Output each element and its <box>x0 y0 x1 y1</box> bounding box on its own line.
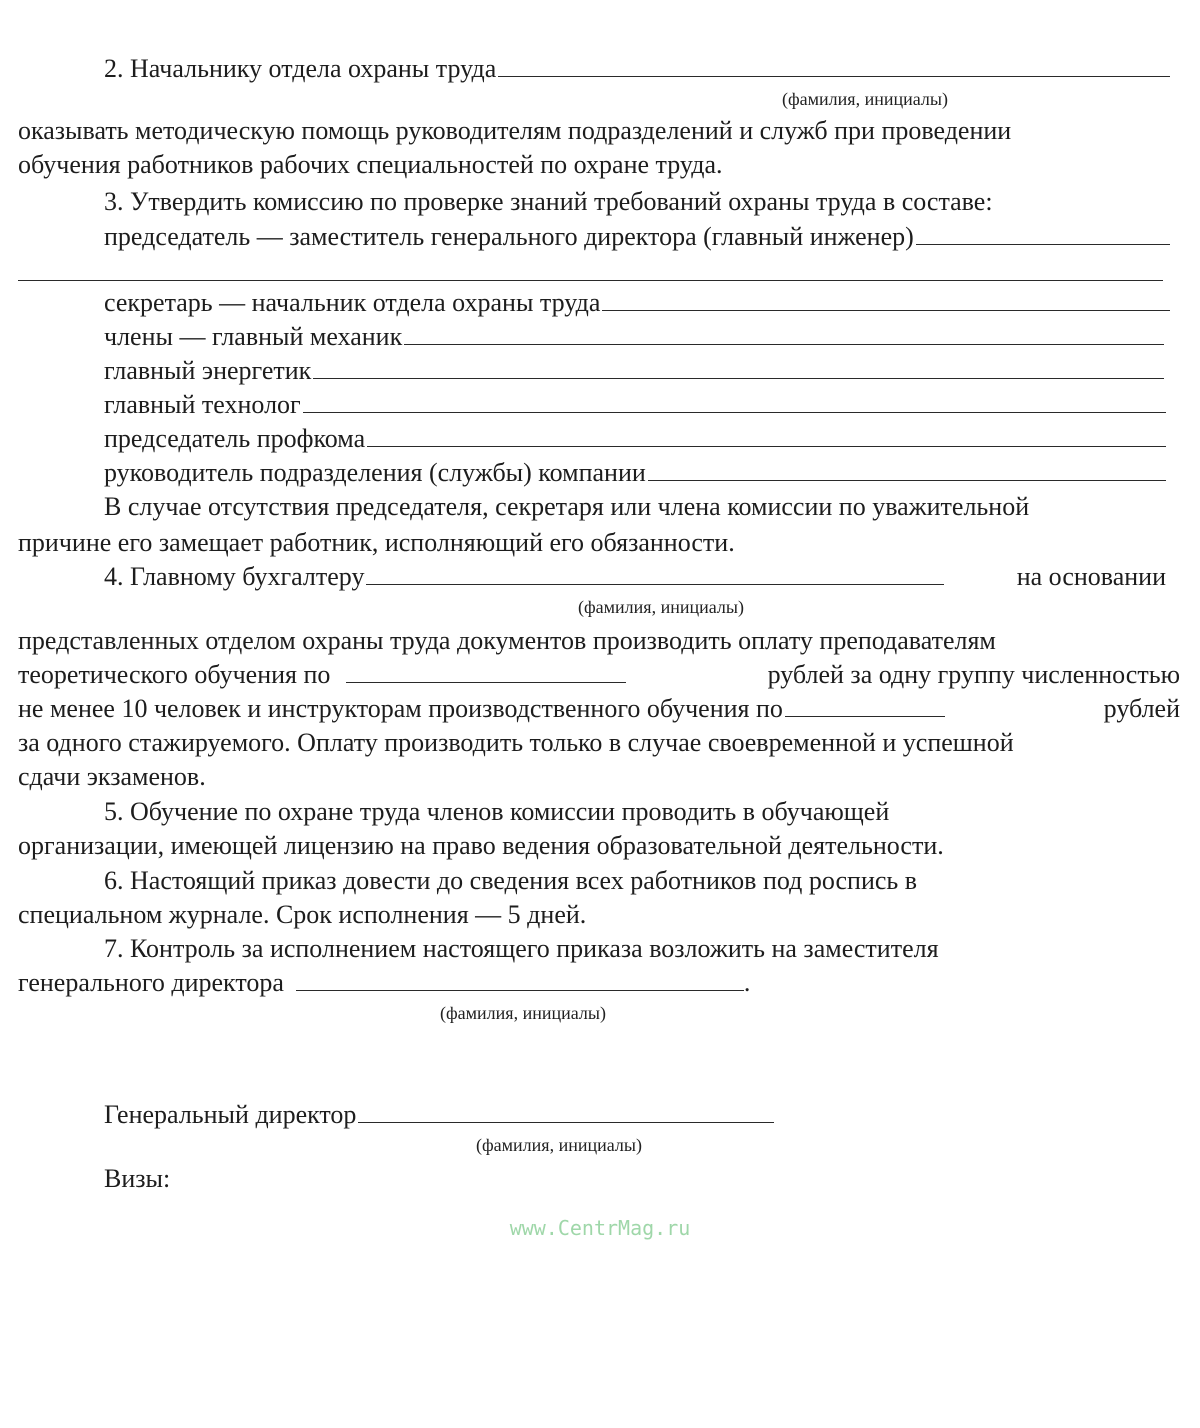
p3-chair-text: председатель — заместитель генерального директора (главный инженер) <box>104 222 914 251</box>
p6-line-1 <box>104 864 1178 898</box>
p4-rate-theory-blank[interactable] <box>346 660 626 683</box>
p3-union-line <box>104 422 1166 456</box>
p4-line-1 <box>18 624 1180 658</box>
p2-cont-text-1: оказывать методическую помощь руководителям подразделений и служб при проведении <box>18 116 1012 145</box>
p7-text-2: генерального директора <box>18 968 284 997</box>
p3-head-line <box>104 456 1166 490</box>
p4-text-5: сдачи экзаменов. <box>18 762 206 791</box>
p2-lead-text: 2. Начальнику отдела охраны труда <box>104 54 497 83</box>
signature-label: Генеральный директор <box>104 1100 357 1129</box>
p3-head-blank[interactable] <box>648 458 1166 481</box>
p3-lead-line <box>104 185 1180 219</box>
p6-line-2 <box>18 898 1180 932</box>
p3-head-text: руководитель подразделения (службы) компании <box>104 458 646 487</box>
p6-text-1: 6. Настоящий приказ довести до сведения всех работников под роспись в <box>104 866 918 895</box>
p4-caption: (фамилия, инициалы) <box>578 597 744 617</box>
p2-lead-line <box>104 52 1170 86</box>
p3-mechanic-line <box>104 320 1164 354</box>
p3-mechanic-blank[interactable] <box>404 322 1164 345</box>
p3-chair-blank-continuation[interactable] <box>18 280 1163 281</box>
p5-text-1: 5. Обучение по охране труда членов комиссии проводить в обучающей <box>104 797 890 826</box>
p3-absence-line-2 <box>18 526 1180 560</box>
p3-secretary-line <box>104 286 1170 320</box>
p3-union-blank[interactable] <box>367 424 1166 447</box>
p5-line-1 <box>104 795 1178 829</box>
p2-name-blank[interactable] <box>498 54 1170 77</box>
p2-caption: (фамилия, инициалы) <box>782 89 948 109</box>
p4-text-1: представленных отделом охраны труда документов производить оплату преподавателям <box>18 626 996 655</box>
p4-text-3a: не менее 10 человек и инструкторам производственного обучения по <box>18 694 783 723</box>
p4-rate-practice-blank[interactable] <box>785 694 945 717</box>
p3-energy-text: главный энергетик <box>104 356 312 385</box>
visas-line <box>104 1162 1170 1196</box>
visas-label: Визы: <box>104 1164 171 1193</box>
p3-absence-text-1: В случае отсутствия председателя, секретаря или члена комиссии по уважительной <box>104 492 1030 521</box>
p3-chair-line <box>104 220 1170 254</box>
p3-secretary-text: секретарь — начальник отдела охраны труда <box>104 288 601 317</box>
p7-text-2-end: . <box>743 968 751 997</box>
p7-line-2 <box>18 966 1180 1000</box>
p3-tech-text: главный технолог <box>104 390 301 419</box>
p7-caption: (фамилия, инициалы) <box>440 1003 606 1023</box>
signature-caption: (фамилия, инициалы) <box>476 1135 642 1155</box>
watermark-url: www.CentrMag.ru <box>509 1216 691 1240</box>
p2-cont-text-2: обучения работников рабочих специальностей по охране труда. <box>18 150 723 179</box>
p2-cont-line-2 <box>18 148 1180 182</box>
p7-text-1: 7. Контроль за исполнением настоящего приказа возложить на заместителя <box>104 934 939 963</box>
p4-text-2a: теоретического обучения по <box>18 660 331 689</box>
p5-text-2: организации, имеющей лицензию на право ведения образовательной деятельности. <box>18 831 944 860</box>
p7-line-1 <box>104 932 1178 966</box>
p3-tech-blank[interactable] <box>303 390 1166 413</box>
p4-line-2 <box>18 658 1180 692</box>
p7-deputy-blank[interactable] <box>296 968 744 991</box>
p3-energy-line <box>104 354 1164 388</box>
p4-name-blank[interactable] <box>366 562 944 585</box>
p3-energy-blank[interactable] <box>313 356 1164 379</box>
p3-lead-text: 3. Утвердить комиссию по проверке знаний требований охраны труда в составе: <box>104 187 993 216</box>
p3-chair-blank[interactable] <box>916 222 1170 245</box>
p3-absence-text-2: причине его замещает работник, исполняющий его обязанности. <box>18 528 735 557</box>
p4-tail-text: на основании <box>1016 562 1166 591</box>
p4-line-3 <box>18 692 1180 726</box>
p4-text-3b: рублей <box>1103 694 1180 723</box>
p4-lead-line <box>104 560 1166 594</box>
p3-mechanic-text: члены — главный механик <box>104 322 403 351</box>
p2-cont-line-1 <box>18 114 1180 148</box>
p5-line-2 <box>18 829 1180 863</box>
signature-blank[interactable] <box>358 1100 774 1123</box>
p4-lead-text: 4. Главному бухгалтеру <box>104 562 365 591</box>
p4-text-2b: рублей за одну группу численностью <box>767 660 1180 689</box>
p4-text-4: за одного стажируемого. Оплату производить только в случае своевременной и успешной <box>18 728 1014 757</box>
p3-tech-line <box>104 388 1166 422</box>
p4-line-4 <box>18 726 1180 760</box>
p3-secretary-blank[interactable] <box>602 288 1170 311</box>
p6-text-2: специальном журнале. Срок исполнения — 5 дней. <box>18 900 587 929</box>
p4-line-5 <box>18 760 1180 794</box>
p3-union-text: председатель профкома <box>104 424 366 453</box>
signature-line <box>104 1098 824 1132</box>
p3-absence-line-1 <box>104 490 1178 524</box>
